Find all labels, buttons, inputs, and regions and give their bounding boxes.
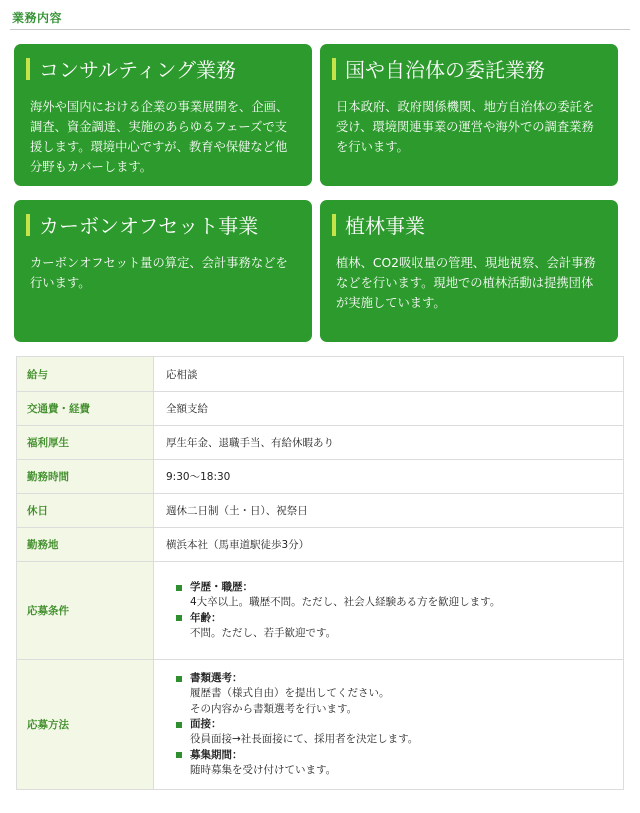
square-bullet-icon: [176, 585, 182, 591]
requirement-heading: 年齢：: [190, 611, 222, 624]
row-label: 給与: [17, 357, 154, 392]
row-value: 横浜本社（馬車道駅徒歩3分）: [154, 528, 624, 562]
row-label: 応募方法: [17, 660, 154, 790]
list-item: [176, 580, 611, 611]
card-afforestation: [320, 200, 618, 342]
section-title: 業務内容: [12, 11, 63, 25]
row-value: 応相談: [154, 357, 624, 392]
requirements-list: [166, 580, 611, 641]
row-label: 交通費・経費: [17, 392, 154, 426]
list-item: [176, 717, 611, 748]
table-row: [17, 660, 624, 790]
table-row: [17, 392, 624, 426]
card-consulting: [14, 44, 312, 186]
row-label: 勤務時間: [17, 460, 154, 494]
card-title: 国や自治体の委託業務: [345, 58, 545, 82]
row-value: [154, 562, 624, 660]
card-body: カーボンオフセット量の算定、会計事務などを行います。: [30, 256, 288, 290]
job-details-table: [16, 356, 624, 790]
row-label: 応募条件: [17, 562, 154, 660]
step-text: 履歴書（様式自由）を提出してください。: [190, 687, 390, 699]
card-title: コンサルティング業務: [39, 58, 236, 82]
section-divider: [10, 29, 630, 30]
step-heading: 書類選考：: [190, 672, 243, 684]
card-carbon-offset: [14, 200, 312, 342]
row-value: [154, 660, 624, 790]
square-bullet-icon: [176, 722, 182, 728]
requirement-heading: 学歴・職歴：: [190, 581, 253, 593]
card-accent-bar: [26, 58, 30, 80]
row-label: 福利厚生: [17, 426, 154, 460]
row-label: 休日: [17, 494, 154, 528]
card-accent-bar: [332, 58, 336, 80]
card-title: カーボンオフセット事業: [39, 214, 259, 238]
row-value: 週休二日制（土・日）、祝祭日: [154, 494, 624, 528]
row-label: 勤務地: [17, 528, 154, 562]
card-accent-bar: [26, 214, 30, 236]
table-row: [17, 426, 624, 460]
card-title: 植林事業: [345, 214, 425, 238]
step-text: 随時募集を受け付けています。: [190, 763, 337, 776]
card-accent-bar: [332, 214, 336, 236]
table-row: [17, 460, 624, 494]
step-text: 役員面接→社長面接にて、採用者を決定します。: [190, 733, 419, 745]
step-heading: 面接：: [190, 718, 222, 730]
card-government: [320, 44, 618, 186]
requirement-text: 不問。ただし、若手歓迎です。: [190, 626, 337, 639]
application-steps-list: [166, 671, 611, 778]
row-value: 全額支給: [154, 392, 624, 426]
list-item: [176, 611, 611, 642]
table-row: [17, 494, 624, 528]
requirement-text: 4大卒以上。職歴不問。ただし、社会人経験ある方を歓迎します。: [190, 596, 501, 608]
square-bullet-icon: [176, 615, 182, 621]
step-text: その内容から書類選考を行います。: [190, 702, 358, 715]
row-value: 厚生年金、退職手当、有給休暇あり: [154, 426, 624, 460]
list-item: [176, 671, 611, 717]
step-heading: 募集期間：: [190, 748, 243, 761]
table-row: [17, 562, 624, 660]
card-body: 日本政府、政府関係機関、地方自治体の委託を受け、環境関連事業の運営や海外での調査業務を行います。: [336, 100, 595, 154]
card-body: 海外や国内における企業の事業展開を、企画、調査、資金調達、実施のあらゆるフェーズで支援します。環境中心ですが、教育や保健など他分野もカバーします。: [30, 100, 289, 174]
square-bullet-icon: [176, 676, 182, 682]
list-item: [176, 748, 611, 779]
table-row: [17, 528, 624, 562]
row-value: 9:30〜18:30: [154, 460, 624, 494]
card-body: 植林、CO2吸収量の管理、現地視察、会計事務などを行います。現地での植林活動は提携団体が実施しています。: [336, 256, 596, 310]
square-bullet-icon: [176, 752, 182, 758]
table-row: [17, 357, 624, 392]
